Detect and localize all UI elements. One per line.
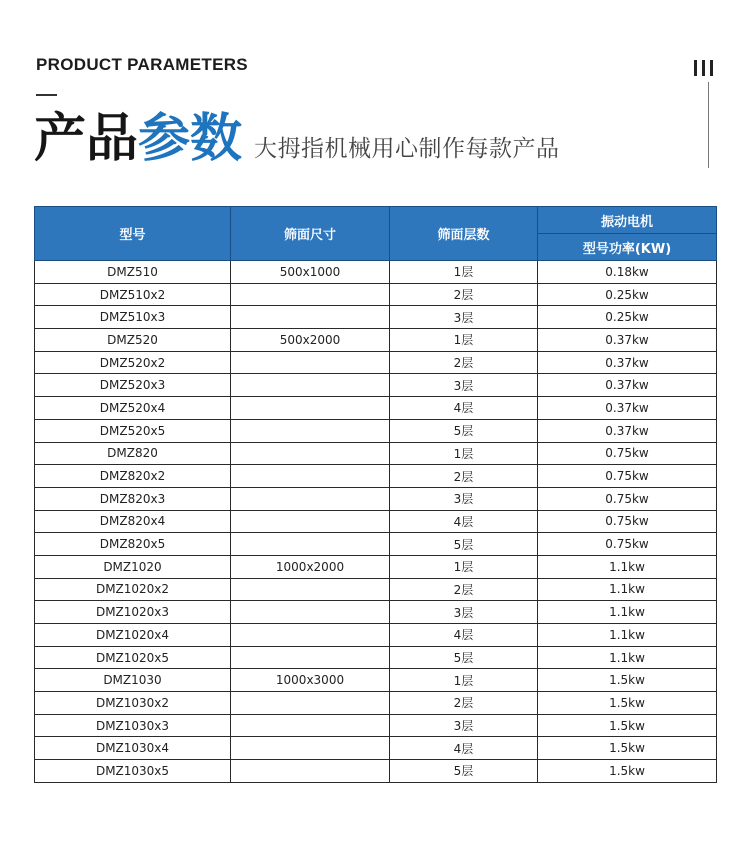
cell-model: DMZ520x2 <box>35 351 231 374</box>
cell-motor-power: 0.37kw <box>538 419 717 442</box>
header-screen-layers: 筛面层数 <box>390 207 538 261</box>
cell-screen-size <box>231 397 390 420</box>
table-row <box>35 329 717 352</box>
header-vibration-motor: 振动电机 <box>538 207 717 234</box>
cell-screen-layers: 3层 <box>390 601 538 624</box>
parameters-table <box>34 206 717 783</box>
cell-screen-size <box>231 419 390 442</box>
cell-screen-layers: 2层 <box>390 283 538 306</box>
cell-model: DMZ510x2 <box>35 283 231 306</box>
cell-motor-power: 0.37kw <box>538 351 717 374</box>
cell-model: DMZ820 <box>35 442 231 465</box>
cell-screen-size <box>231 510 390 533</box>
cell-screen-size: 1000x2000 <box>231 555 390 578</box>
cell-model: DMZ1020x2 <box>35 578 231 601</box>
cell-screen-layers: 5层 <box>390 419 538 442</box>
cell-model: DMZ1020 <box>35 555 231 578</box>
table-body <box>35 261 717 783</box>
table-row <box>35 261 717 284</box>
cell-motor-power: 0.75kw <box>538 487 717 510</box>
table-row <box>35 533 717 556</box>
table-row <box>35 419 717 442</box>
cell-screen-layers: 5层 <box>390 646 538 669</box>
page-heading <box>34 106 560 172</box>
cell-model: DMZ1020x4 <box>35 624 231 647</box>
cell-motor-power: 0.25kw <box>538 306 717 329</box>
cell-model: DMZ520x4 <box>35 397 231 420</box>
table-row <box>35 442 717 465</box>
cell-screen-layers: 5层 <box>390 760 538 783</box>
cell-screen-size <box>231 533 390 556</box>
table-row <box>35 624 717 647</box>
cell-model: DMZ1030x5 <box>35 760 231 783</box>
cell-motor-power: 1.5kw <box>538 714 717 737</box>
cell-screen-size <box>231 737 390 760</box>
table-row <box>35 601 717 624</box>
cell-screen-size <box>231 601 390 624</box>
cell-screen-layers: 3层 <box>390 714 538 737</box>
cell-motor-power: 0.75kw <box>538 465 717 488</box>
cell-screen-size: 500x2000 <box>231 329 390 352</box>
cell-motor-power: 0.18kw <box>538 261 717 284</box>
cell-model: DMZ510x3 <box>35 306 231 329</box>
cell-motor-power: 1.5kw <box>538 692 717 715</box>
cell-screen-size <box>231 578 390 601</box>
cell-screen-layers: 4层 <box>390 510 538 533</box>
cell-screen-size <box>231 487 390 510</box>
table-row <box>35 510 717 533</box>
cell-screen-layers: 4层 <box>390 397 538 420</box>
table-row <box>35 760 717 783</box>
cell-model: DMZ520x5 <box>35 419 231 442</box>
cell-model: DMZ1020x3 <box>35 601 231 624</box>
cell-motor-power: 1.1kw <box>538 578 717 601</box>
cell-model: DMZ1030 <box>35 669 231 692</box>
cell-model: DMZ1020x5 <box>35 646 231 669</box>
cell-screen-size <box>231 692 390 715</box>
cell-model: DMZ820x3 <box>35 487 231 510</box>
cell-screen-size <box>231 306 390 329</box>
cell-motor-power: 1.5kw <box>538 737 717 760</box>
table-row <box>35 692 717 715</box>
cell-screen-size <box>231 351 390 374</box>
table-row <box>35 646 717 669</box>
cell-motor-power: 1.1kw <box>538 646 717 669</box>
table-row <box>35 283 717 306</box>
cell-screen-layers: 1层 <box>390 329 538 352</box>
cell-screen-size <box>231 374 390 397</box>
cell-screen-size <box>231 624 390 647</box>
cell-model: DMZ820x5 <box>35 533 231 556</box>
table-row <box>35 737 717 760</box>
cell-motor-power: 1.1kw <box>538 624 717 647</box>
cell-model: DMZ820x2 <box>35 465 231 488</box>
cell-motor-power: 0.75kw <box>538 533 717 556</box>
cell-screen-size <box>231 646 390 669</box>
table-row <box>35 397 717 420</box>
cell-screen-layers: 3层 <box>390 487 538 510</box>
cell-model: DMZ520x3 <box>35 374 231 397</box>
cell-screen-size: 500x1000 <box>231 261 390 284</box>
cell-screen-size <box>231 465 390 488</box>
table-row <box>35 714 717 737</box>
cell-model: DMZ820x4 <box>35 510 231 533</box>
cell-screen-layers: 3层 <box>390 306 538 329</box>
table-row <box>35 351 717 374</box>
cell-motor-power: 1.5kw <box>538 760 717 783</box>
title-underline <box>36 94 57 96</box>
header-screen-size: 筛面尺寸 <box>231 207 390 261</box>
cell-motor-power: 0.37kw <box>538 397 717 420</box>
cell-model: DMZ520 <box>35 329 231 352</box>
cell-screen-layers: 2层 <box>390 692 538 715</box>
cell-motor-power: 1.5kw <box>538 669 717 692</box>
cell-screen-size <box>231 442 390 465</box>
heading-part-product: 产品 <box>34 109 139 169</box>
table-row <box>35 306 717 329</box>
cell-motor-power: 0.37kw <box>538 374 717 397</box>
vertical-divider <box>708 82 709 168</box>
section-title-en: PRODUCT PARAMETERS <box>36 55 248 74</box>
cell-screen-layers: 3层 <box>390 374 538 397</box>
cell-screen-size <box>231 760 390 783</box>
table-row <box>35 578 717 601</box>
header-motor-power: 型号功率(KW) <box>538 234 717 261</box>
cell-motor-power: 0.37kw <box>538 329 717 352</box>
cell-screen-size <box>231 714 390 737</box>
table-row <box>35 669 717 692</box>
cell-screen-size: 1000x3000 <box>231 669 390 692</box>
table-row <box>35 487 717 510</box>
cell-screen-layers: 2层 <box>390 578 538 601</box>
cell-model: DMZ1030x3 <box>35 714 231 737</box>
cell-model: DMZ1030x2 <box>35 692 231 715</box>
cell-screen-layers: 1层 <box>390 669 538 692</box>
cell-screen-layers: 1层 <box>390 261 538 284</box>
cell-model: DMZ510 <box>35 261 231 284</box>
heading-part-parameters: 参数 <box>138 109 243 169</box>
cell-motor-power: 0.75kw <box>538 442 717 465</box>
cell-screen-layers: 5层 <box>390 533 538 556</box>
table-row <box>35 465 717 488</box>
cell-model: DMZ1030x4 <box>35 737 231 760</box>
cell-screen-layers: 4层 <box>390 624 538 647</box>
header-model: 型号 <box>35 207 231 261</box>
cell-motor-power: 1.1kw <box>538 601 717 624</box>
cell-screen-layers: 2层 <box>390 351 538 374</box>
table-row <box>35 555 717 578</box>
cell-motor-power: 0.25kw <box>538 283 717 306</box>
table-row <box>35 374 717 397</box>
cell-screen-layers: 1层 <box>390 442 538 465</box>
cell-screen-size <box>231 283 390 306</box>
cell-screen-layers: 1层 <box>390 555 538 578</box>
cell-motor-power: 1.1kw <box>538 555 717 578</box>
cell-screen-layers: 2层 <box>390 465 538 488</box>
heading-subtitle: 大拇指机械用心制作每款产品 <box>254 136 560 162</box>
cell-screen-layers: 4层 <box>390 737 538 760</box>
cell-motor-power: 0.75kw <box>538 510 717 533</box>
